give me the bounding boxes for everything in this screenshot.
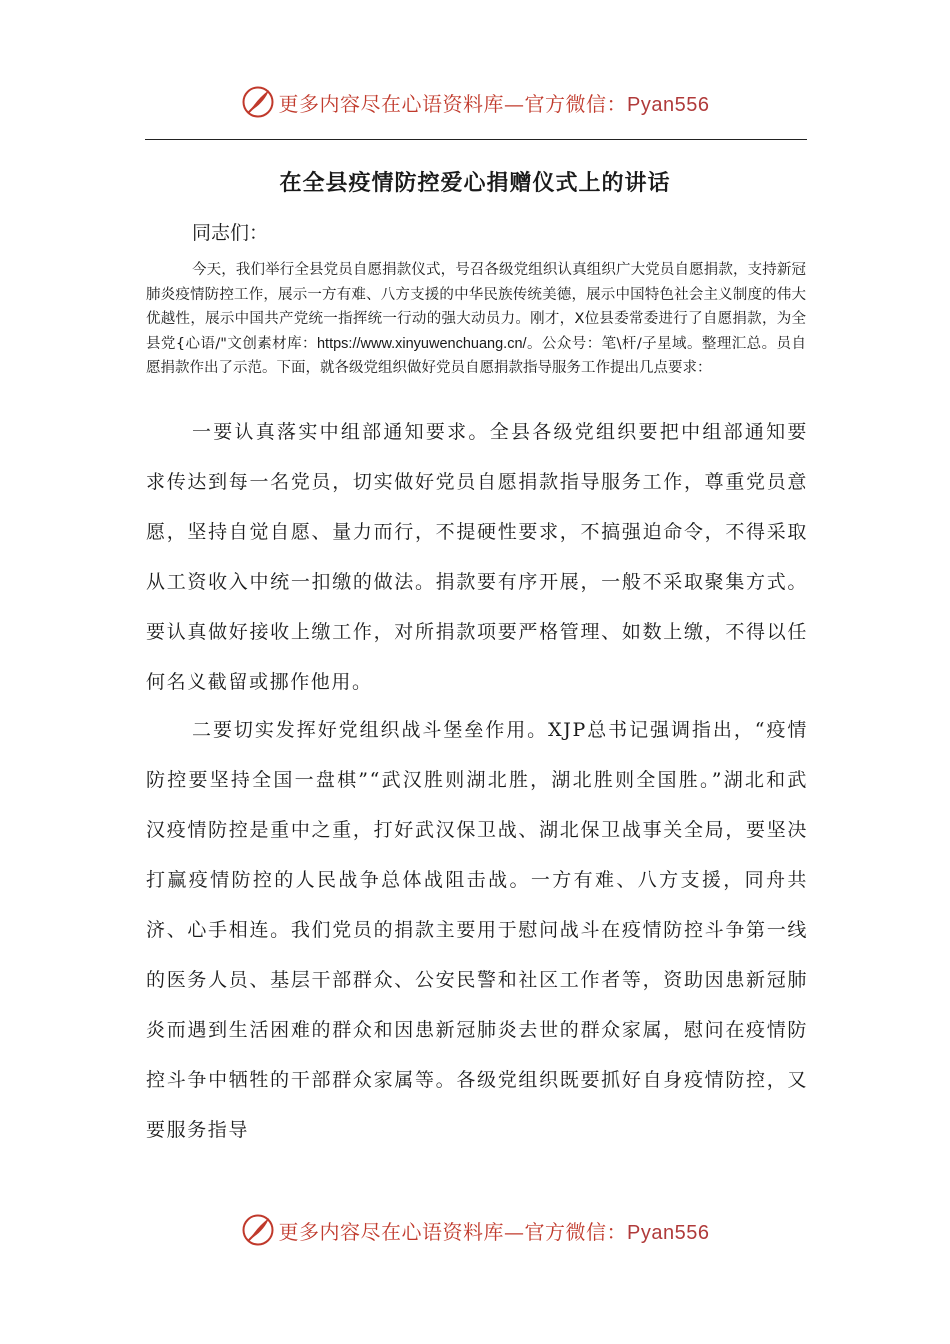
header-contact-id: Pyan556 — [627, 93, 710, 116]
footer-banner — [0, 1210, 950, 1250]
intro-paragraph: 今天，我们举行全县党员自愿捐款仪式，号召各级党组织认真组织广大党员自愿捐款，支持新冠肺炎疫情防控工作，展示一方有难、八方支援的中华民族传统美德，展示中国特色社会主义制度的伟大优越性，展示中国共产党统一指挥统一行动的强大动员力。刚才，X位县委常委进行了自愿捐款，为全县党{心语/"文创素材库：https://www.xinyuwenchuang.cn/。公众号：笔\杆/子星域。整理汇总。员自愿捐款作出了示范。下面，就各级党组织做好党员自愿捐款指导服务工作提出几点要求： — [146, 262, 806, 376]
header-banner-text: 更多内容尽在心语资料库—官方微信：Pyan556 — [278, 91, 710, 116]
paragraph-2: 二要切实发挥好党组织战斗堡垒作用。XJP总书记强调指出，“疫情防控要坚持全国一盘棋”“武汉胜则湖北胜，湖北胜则全国胜。”湖北和武汉疫情防控是重中之重，打好武汉保卫战、湖北保卫战事关全局，要坚决打赢疫情防控的人民战争总体战阻击战。一方有难、八方支援，同舟共济、心手相连。我们党员的捐款主要用于慰问战斗在疫情防控斗争第一线的医务人员、基层干部群众、公安民警和社区工作者等，资助因患新冠肺炎而遇到生活困难的群众和因患新冠肺炎去世的群众家属，慰问在疫情防控斗争中牺牲的干部群众家属等。各级党组织既要抓好自身疫情防控，又要服务指导 — [146, 719, 808, 1141]
quill-pen-logo-icon — [241, 85, 275, 119]
header-divider — [145, 139, 807, 140]
salutation: 同志们： — [192, 222, 269, 244]
header-banner — [0, 82, 950, 122]
footer-banner-text: 更多内容尽在心语资料库—官方微信：Pyan556 — [278, 1219, 710, 1244]
document-title: 在全县疫情防控爱心捐赠仪式上的讲话 — [279, 171, 671, 196]
footer-contact-id: Pyan556 — [627, 1221, 710, 1244]
intro-url: https://www.xinyuwenchuang.cn/ — [316, 335, 527, 352]
quill-pen-logo-icon — [241, 1213, 275, 1247]
paragraph-1: 一要认真落实中组部通知要求。全县各级党组织要把中组部通知要求传达到每一名党员，切实做好党员自愿捐款指导服务工作，尊重党员意愿，坚持自觉自愿、量力而行，不提硬性要求，不搞强迫命令，不得采取从工资收入中统一扣缴的做法。捐款要有序开展，一般不采取聚集方式。要认真做好接收上缴工作，对所捐款项要严格管理、如数上缴，不得以任何名义截留或挪作他用。 — [146, 421, 808, 693]
